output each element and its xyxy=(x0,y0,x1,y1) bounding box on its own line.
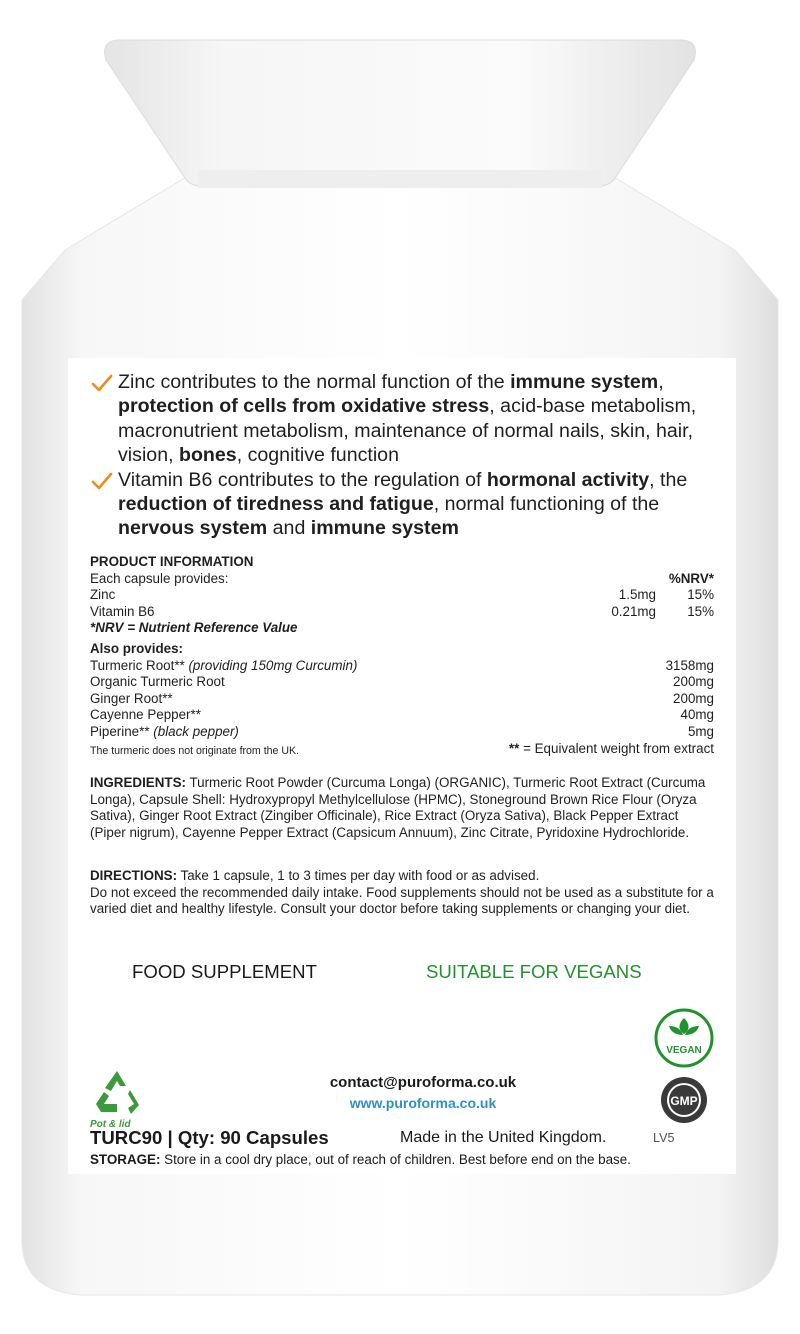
claim-highlight: immune system xyxy=(510,371,659,393)
cap-rim xyxy=(198,170,602,188)
suitable-for-vegans-text: SUITABLE FOR VEGANS xyxy=(426,961,642,982)
storage-text: Store in a cool dry place, out of reach of children. Best before end on the base. xyxy=(160,1152,631,1167)
directions-label: DIRECTIONS: xyxy=(90,868,178,883)
product-information xyxy=(90,554,714,757)
also-row xyxy=(90,691,714,708)
nutrient-amount: 1.5mg xyxy=(618,587,656,603)
nrv-header: %NRV* xyxy=(668,570,714,586)
nutrient-amount: 0.21mg xyxy=(611,603,656,619)
checkmark-icon xyxy=(90,371,114,395)
recycle-icon xyxy=(90,1068,144,1118)
recycle-caption: Pot & lid xyxy=(90,1119,131,1130)
directions-warning: Do not exceed the recommended daily intake. Food supplements should not be used as a substitute for a varied diet and healthy lifestyle. Consult your doctor before taking supplements or changing your diet. xyxy=(90,884,714,917)
also-amount: 200mg xyxy=(673,690,714,706)
also-amount: 40mg xyxy=(680,707,714,723)
health-claims xyxy=(90,370,730,541)
website-link[interactable]: www.puroforma.co.uk xyxy=(349,1095,497,1111)
each-capsule-label: Each capsule provides: xyxy=(90,570,229,586)
made-in-text: Made in the United Kingdom. xyxy=(400,1129,607,1146)
claim-segment: Vitamin B6 contributes to the regulation of xyxy=(118,468,487,491)
nrv-note: *NRV = Nutrient Reference Value xyxy=(90,620,298,636)
food-supplement-text: FOOD SUPPLEMENT xyxy=(132,961,317,982)
origin-note: The turmeric does not originate from the UK. xyxy=(90,744,300,757)
also-detail: (providing 150mg Curcumin) xyxy=(184,657,358,673)
also-name: Turmeric Root** xyxy=(90,657,185,673)
also-amount: 5mg xyxy=(687,723,714,739)
claim-highlight: bones xyxy=(178,444,237,467)
claim-highlight: immune system xyxy=(310,517,459,540)
also-detail: (black pepper) xyxy=(149,723,239,739)
ingredients xyxy=(90,775,716,841)
sku-quantity: TURC90 | Qty: 90 Capsules xyxy=(90,1127,329,1148)
nutrient-name: Vitamin B6 xyxy=(90,603,155,619)
also-name: Cayenne Pepper** xyxy=(90,707,201,723)
bottle-cap xyxy=(105,40,696,186)
contact-block xyxy=(288,1073,558,1113)
claim-highlight: reduction of tiredness and fatigue xyxy=(118,493,434,516)
vegan-badge-label: VEGAN xyxy=(666,1045,702,1056)
vegan-badge-icon xyxy=(654,1008,714,1068)
gmp-badge-icon xyxy=(660,1076,708,1124)
also-row xyxy=(90,707,714,724)
each-capsule-row xyxy=(90,571,714,588)
notes-row xyxy=(90,741,714,758)
also-row xyxy=(90,724,714,741)
directions-text: Take 1 capsule, 1 to 3 times per day with food or as advised. xyxy=(177,868,540,883)
also-row xyxy=(90,658,714,675)
ingredients-label: INGREDIENTS: xyxy=(90,775,186,790)
equiv-stars: ** xyxy=(508,740,520,756)
claim-segment: , xyxy=(658,371,664,393)
also-row xyxy=(90,674,714,691)
claim-segment: , normal functioning of the xyxy=(433,493,660,516)
also-name: Ginger Root** xyxy=(90,690,173,706)
nutrient-nrv: 15% xyxy=(687,603,714,619)
recycle-logo xyxy=(90,1068,144,1134)
claim-highlight: protection of cells from oxidative stress xyxy=(118,395,490,418)
contact-email[interactable]: contact@puroforma.co.uk xyxy=(329,1074,517,1091)
claim-segment: Zinc contributes to the normal function of the xyxy=(118,371,511,393)
claim-segment: , acid-base metabolism, macronutrient metabolism, maintenance of normal nails, skin, hair, vision, xyxy=(118,395,697,467)
directions xyxy=(90,868,716,918)
also-amount: 200mg xyxy=(673,674,714,690)
nutrient-name: Zinc xyxy=(90,587,116,603)
claim-segment: and xyxy=(267,517,311,540)
checkmark-icon xyxy=(90,469,114,493)
vitamin-b6-claim xyxy=(90,468,730,541)
storage-info xyxy=(90,1152,631,1167)
zinc-claim-text xyxy=(118,371,696,466)
storage-label: STORAGE: xyxy=(90,1152,161,1167)
nutrient-row xyxy=(90,604,714,621)
claim-segment: , the xyxy=(649,468,688,491)
gmp-badge-label: GMP xyxy=(670,1094,698,1108)
lot-version: LV5 xyxy=(653,1131,675,1145)
also-amount: 3158mg xyxy=(665,657,714,673)
claim-highlight: nervous system xyxy=(118,517,268,540)
claim-segment: , cognitive function xyxy=(236,444,399,467)
product-info-heading: PRODUCT INFORMATION xyxy=(90,554,254,569)
equiv-note: = Equivalent weight from extract xyxy=(519,740,714,756)
nutrient-row xyxy=(90,587,714,604)
claim-highlight: hormonal activity xyxy=(486,468,650,491)
also-provides-heading: Also provides: xyxy=(90,640,184,656)
also-name: Organic Turmeric Root xyxy=(90,674,225,690)
zinc-claim xyxy=(90,370,730,468)
vitamin-b6-claim-text xyxy=(118,469,687,540)
also-name: Piperine** xyxy=(90,723,150,739)
product-label xyxy=(68,358,736,1174)
nutrient-nrv: 15% xyxy=(687,587,714,603)
ingredients-text: Turmeric Root Powder (Curcuma Longa) (ORGANIC), Turmeric Root Extract (Curcuma Longa), Capsule Shell: Hydroxypropyl Methylcellulose (HPMC), Stoneground Brown Rice Flour (Oryza Sativa), Ginger Root Extract (Zingiber Officinale), Rice Extract (Oryza Sativa), Black Pepper Extract (Piper nigrum), Cayenne Pepper Extract (Capsicum Annuum), Zinc Citrate, Pyridoxine Hydrochloride. xyxy=(90,775,706,840)
